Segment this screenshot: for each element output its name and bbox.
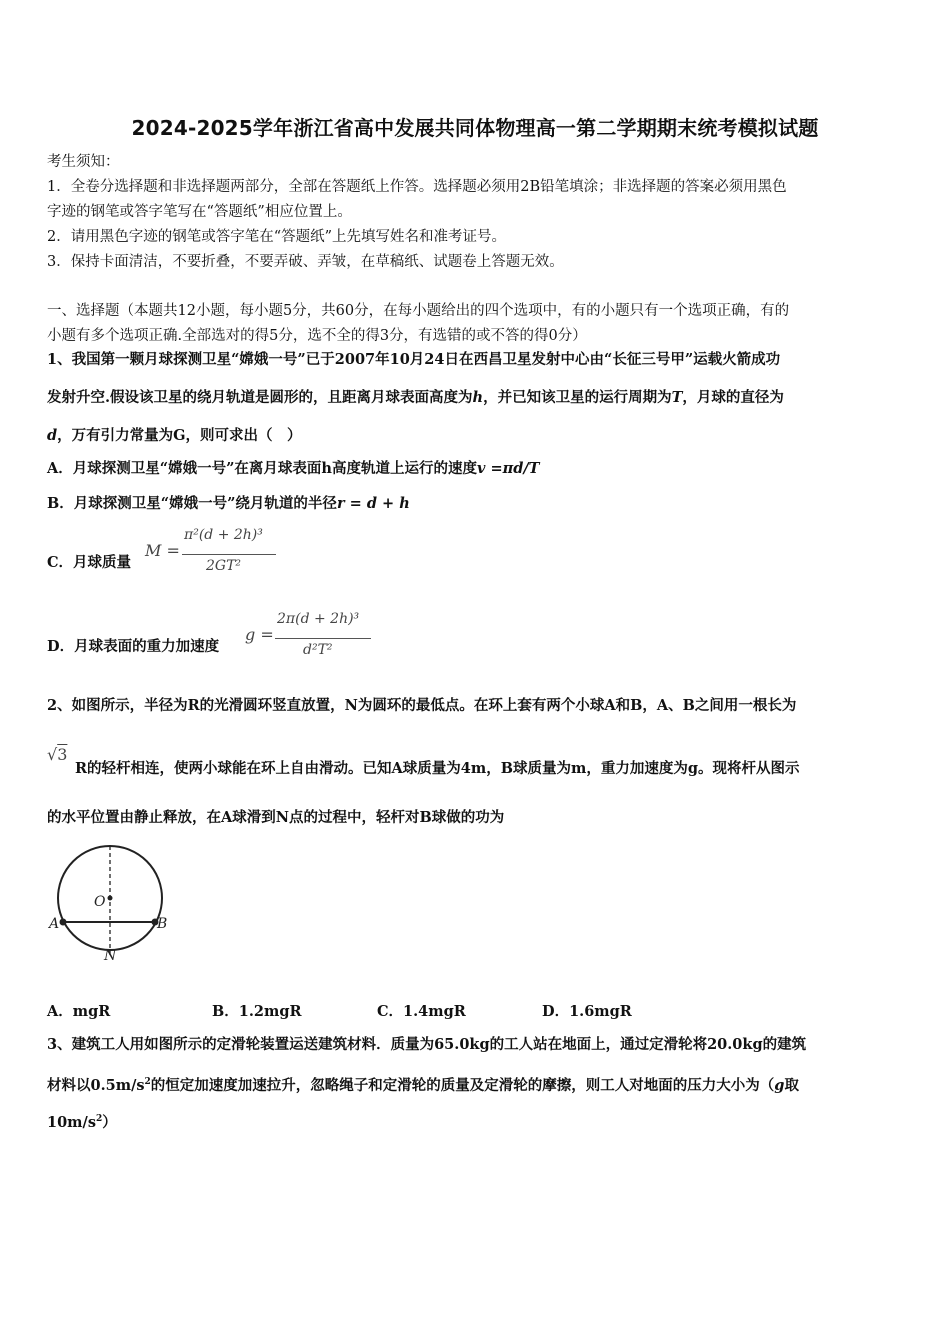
notice-item-1a: 1．全卷分选择题和非选择题两部分，全部在答题纸上作答。选择题必须用2B铅笔填涂；非选择题的答案必须用黑色: [47, 179, 787, 195]
q1-option-d-numerator: 2π(d + 2h)³: [277, 611, 360, 627]
q2-circle-figure: [44, 840, 184, 970]
q1-option-d-denominator: d²T²: [303, 642, 333, 658]
label-b: B: [157, 916, 168, 932]
q1-option-c-bar: [182, 554, 276, 555]
q1-line-1: 1、我国第一颗月球探测卫星“嫦娥一号”已于2007年10月24日在西昌卫星发射中心由“长征三号甲”运载火箭成功: [47, 351, 781, 368]
q1-option-d-bar: [275, 638, 371, 639]
q1-option-d-label: D．月球表面的重力加速度: [47, 638, 220, 655]
q2-line-3: 的水平位置由静止释放，在A球滑到N点的过程中，轻杆对B球做的功为: [47, 809, 505, 826]
q1-option-b: B．月球探测卫星“嫦娥一号”绕月轨道的半径r = d + h: [47, 495, 410, 512]
q2-option-d: D．1.6mgR: [542, 1003, 632, 1020]
q1-option-c-fraction: [182, 527, 282, 581]
q1-option-a: A．月球探测卫星“嫦娥一号”在离月球表面h高度轨道上运行的速度v =πd/T: [47, 460, 540, 477]
q2-sqrt-value: 3: [57, 745, 68, 764]
q2-sqrt3: √3: [47, 745, 68, 764]
q2-line-1: 2、如图所示，半径为R的光滑圆环竖直放置，N为圆环的最低点。在环上套有两个小球A和B，A、B之间用一根长为: [47, 697, 797, 714]
q3-line-1: 3、建筑工人用如图所示的定滑轮装置运送建筑材料．质量为65.0kg的工人站在地面上，通过定滑轮将20.0kg的建筑: [47, 1036, 807, 1053]
notice-heading: 考生须知：: [47, 154, 120, 170]
q1-option-c-lhs: M =: [145, 541, 180, 560]
center-point-o: [108, 896, 113, 901]
q1-option-d-fraction: [275, 611, 375, 665]
section-intro-2: 小题有多个选项正确.全部选对的得5分，选不全的得3分，有选错的或不答的得0分）: [47, 328, 587, 344]
q2-line-2: R的轻杆相连，使两小球能在环上自由滑动。已知A球质量为4m，B球质量为m，重力加速度为g。现将杆从图示: [75, 760, 800, 777]
label-a: A: [49, 916, 60, 932]
ball-a: [60, 919, 67, 926]
label-n: N: [104, 948, 117, 964]
q1-line-3: d，万有引力常量为G，则可求出（ ）: [47, 427, 302, 444]
q1-option-c-denominator: 2GT²: [206, 558, 242, 574]
q2-option-b: B．1.2mgR: [212, 1003, 302, 1020]
q2-option-a: A．mgR: [47, 1003, 111, 1020]
section-intro-1: 一、选择题（本题共12小题，每小题5分，共60分，在每小题给出的四个选项中，有的小题只有一个选项正确，有的: [47, 303, 790, 319]
q2-option-c: C．1.4mgR: [377, 1003, 466, 1020]
notice-item-2: 2．请用黑色字迹的钢笔或答字笔在“答题纸”上先填写姓名和准考证号。: [47, 229, 507, 245]
q1-option-d-lhs: g =: [245, 625, 274, 644]
q1-option-c-label: C．月球质量: [47, 554, 132, 571]
notice-item-3: 3．保持卡面清洁，不要折叠，不要弄破、弄皱，在草稿纸、试题卷上答题无效。: [47, 254, 564, 270]
q1-option-c-numerator: π²(d + 2h)³: [184, 527, 263, 543]
page-title: 2024-2025学年浙江省高中发展共同体物理高一第二学期期末统考模拟试题: [131, 116, 819, 140]
q3-line-3: $10m/s^2$）: [47, 1113, 117, 1131]
label-o: O: [94, 894, 106, 910]
notice-item-1b: 字迹的钢笔或答字笔写在“答题纸”相应位置上。: [47, 204, 352, 220]
q3-line-2: 材料以$0.5m/s^2$的恒定加速度加速拉升，忽略绳子和定滑轮的质量及定滑轮的摩擦，则工人对地面的压力大小为（g取: [47, 1076, 799, 1094]
q1-line-2: 发射升空.假设该卫星的绕月轨道是圆形的，且距离月球表面高度为h，并已知该卫星的运行周期为T，月球的直径为: [47, 389, 784, 406]
